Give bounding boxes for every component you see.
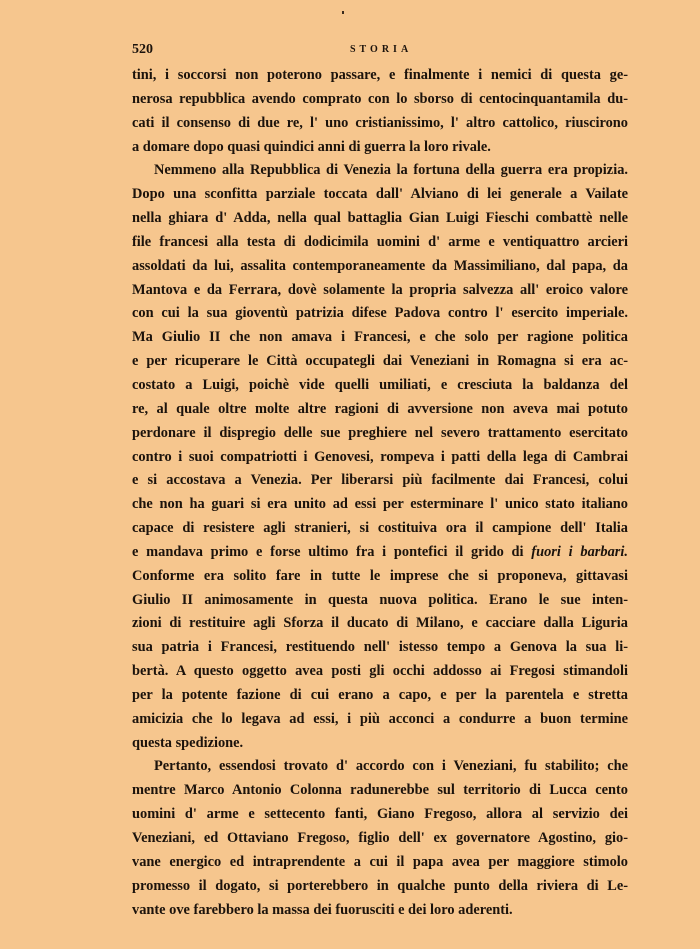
italic-phrase: fuori i barbari.	[531, 543, 628, 560]
text-line: assoldati da lui, assalita contemporaneamente da Massimiliano, dal papa, da	[132, 257, 628, 274]
text-line: capace di resistere agli stranieri, si costituiva ora il campione dell' Italia	[132, 520, 628, 537]
page-header	[132, 42, 612, 62]
text-line: Nemmeno alla Repubblica di Venezia la fortuna della guerra era propizia.	[154, 162, 628, 179]
text-line: file francesi alla testa di dodicimila uomini d' arme e ventiquattro arcieri	[132, 233, 628, 250]
text-fragment: e mandava primo e forse ultimo fra i pontefici il grido di	[132, 543, 532, 560]
text-line: Conforme era solito fare in tutte le imprese che si proponeva, gittavasi	[132, 567, 628, 584]
body-text	[132, 64, 628, 922]
text-line: tini, i soccorsi non poterono passare, e finalmente i nemici di questa ge-	[132, 67, 628, 83]
text-line: sua patria i Francesi, restituendo nell' istesso tempo a Genova la sua li-	[132, 639, 628, 656]
text-line: che non ha guari si era unito ad essi per esterminare l' unico stato italiano	[132, 496, 628, 513]
text-line: re, al quale oltre molte altre ragioni di avversione non aveva mai potuto	[132, 400, 628, 417]
text-line: bertà. A questo oggetto avea posti gli occhi addosso ai Fregosi stimandoli	[132, 663, 628, 680]
text-line: costato a Luigi, poichè vide quelli umiliati, e cresciuta la baldanza del	[132, 376, 628, 393]
text-line: Mantova e da Ferrara, dovè solamente la propria salvezza all' eroico valore	[132, 281, 628, 298]
text-line: Giulio II animosamente in questa nuova politica. Erano le sue inten-	[132, 591, 628, 608]
text-line: per la potente fazione di cui erano a capo, e per la parentela e stretta	[132, 686, 628, 703]
text-line: a domare dopo quasi quindici anni di guerra la loro rivale.	[132, 138, 491, 155]
text-line: zioni di restituire agli Sforza il ducato di Milano, e cacciare dalla Liguria	[132, 615, 628, 632]
text-line: contro i suoi compatriotti i Genovesi, rompeva i patti della lega di Cambrai	[132, 448, 628, 465]
text-line: e si accostava a Venezia. Per liberarsi più facilmente dai Francesi, colui	[132, 472, 628, 489]
text-line: perdonare il dispregio delle sue preghiere nel severo trattamento esercitato	[132, 424, 628, 441]
text-line: nerosa repubblica avendo comprato con lo sborso di centocinquantamila du-	[132, 90, 628, 107]
text-line: e per ricuperare le Città occupategli dai Veneziani in Romagna si era ac-	[132, 353, 628, 370]
text-line: nella ghiara d' Adda, nella qual battaglia Gian Luigi Fieschi combattè nelle	[132, 210, 628, 227]
text-line: cati il consenso di due re, l' uno cristianissimo, l' altro cattolico, riuscirono	[132, 114, 628, 131]
text-line: mentre Marco Antonio Colonna radunerebbe sul territorio di Lucca cento	[132, 782, 628, 799]
text-line: Veneziani, ed Ottaviano Fregoso, figlio dell' ex governatore Agostino, gio-	[132, 830, 628, 846]
text-line-with-italic	[132, 541, 628, 565]
text-line: promesso il dogato, si porterebbero in qualche punto della riviera di Le-	[132, 877, 628, 894]
text-line: con cui la sua gioventù patrizia difese Padova contro l' esercito imperiale.	[132, 305, 628, 322]
ink-speck	[342, 11, 344, 14]
text-line: questa spedizione.	[132, 734, 244, 751]
text-line: vane energico ed intraprendente a cui il papa avea per maggiore stimolo	[132, 853, 628, 870]
text-line: amicizia che lo legava ad essi, i più acconci a condurre a buon termine	[132, 710, 628, 727]
text-line: Pertanto, essendosi trovato d' accordo con i Veneziani, fu stabilito; che	[154, 758, 628, 775]
text-line: uomini d' arme e settecento fanti, Giano Fregoso, allora al servizio dei	[132, 806, 628, 823]
running-title: STORIA	[350, 44, 413, 55]
text-line: Dopo una sconfitta parziale toccata dall' Alviano di lei generale a Vailate	[132, 186, 628, 203]
text-line: Ma Giulio II che non amava i Francesi, e che solo per ragione politica	[132, 329, 628, 346]
text-line: vante ove farebbero la massa dei fuorusciti e dei loro aderenti.	[132, 901, 513, 918]
page-number: 520	[132, 42, 153, 57]
